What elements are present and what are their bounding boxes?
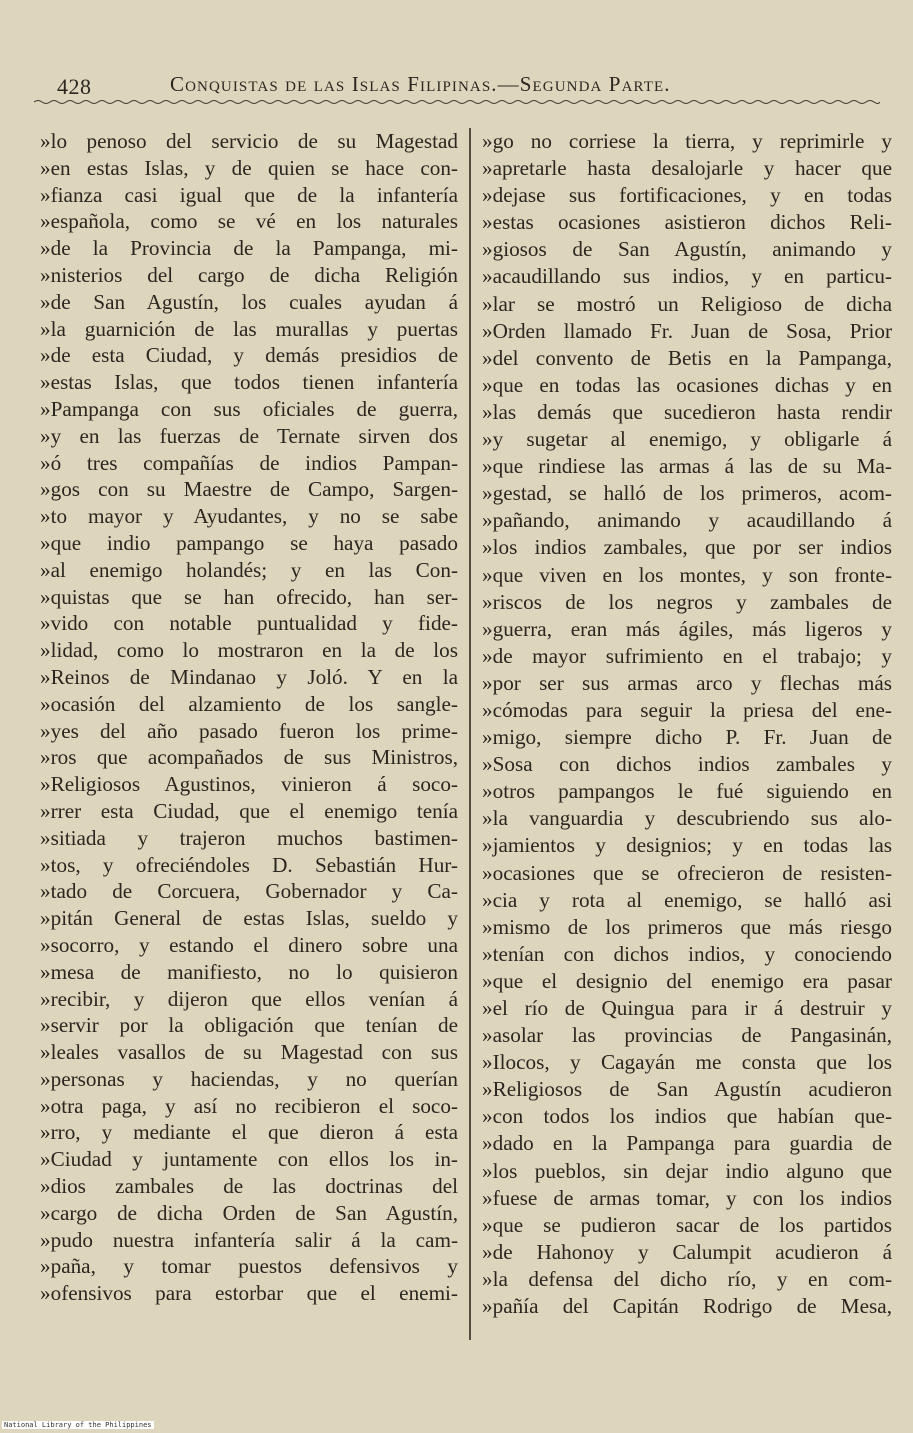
text-line: »de San Agustín, los cuales ayudan á [40, 289, 458, 314]
text-line: »tos, y ofreciéndoles D. Sebastián Hur- [40, 852, 458, 877]
text-line: »al enemigo holandés; y en las Con- [40, 557, 458, 582]
text-line: »Reinos de Mindanao y Joló. Y en la [40, 664, 458, 689]
text-line: »la defensa del dicho río, y en com- [482, 1266, 892, 1291]
text-line: »con todos los indios que habían que- [482, 1104, 892, 1129]
text-line: »nisterios del cargo de dicha Religión [40, 262, 458, 287]
text-line: »lar se mostró un Religioso de dicha [482, 291, 892, 316]
text-line: »asolar las provincias de Pangasinán, [482, 1023, 892, 1048]
text-line: »que en todas las ocasiones dichas y en [482, 372, 892, 397]
text-line: »Pampanga con sus oficiales de guerra, [40, 396, 458, 421]
text-line: »paña, y tomar puestos defensivos y [40, 1254, 458, 1279]
text-line: »yes del año pasado fueron los prime- [40, 718, 458, 743]
running-title: Conquistas de las Islas Filipinas.—Segunda Parte. [170, 72, 671, 96]
text-line: »rrer esta Ciudad, que el enemigo tenía [40, 798, 458, 823]
text-line: »Religiosos Agustinos, vinieron á soco- [40, 772, 458, 797]
text-line: »ó tres compañías de indios Pampan- [40, 450, 458, 475]
text-line: »Religiosos de San Agustín acudieron [482, 1077, 892, 1102]
text-line: »de Hahonoy y Calumpit acudieron á [482, 1239, 892, 1264]
text-line: »cargo de dicha Orden de San Agustín, [40, 1200, 458, 1225]
text-line: »lidad, como lo mostraron en la de los [40, 638, 458, 663]
text-line: »acaudillando sus indios, y en particu- [482, 264, 892, 289]
text-line: »lo penoso del servicio de su Magestad [40, 129, 458, 153]
text-line: »mismo de los primeros que más riesgo [482, 914, 892, 939]
text-line: »los pueblos, sin dejar indio alguno que [482, 1158, 892, 1183]
text-line: »ocasiones que se ofrecieron de resisten- [482, 860, 892, 885]
text-line: »de mayor sufrimiento en el trabajo; y [482, 643, 892, 668]
text-line: »apretarle hasta desalojarle y hacer que [482, 156, 892, 181]
text-line: »pitán General de estas Islas, sueldo y [40, 906, 458, 931]
text-line: »mesa de manifiesto, no lo quisieron [40, 959, 458, 984]
text-line: »Ciudad y juntamente con ellos los in- [40, 1147, 458, 1172]
text-line: »y en las fuerzas de Ternate sirven dos [40, 423, 458, 448]
page-header [52, 62, 882, 102]
text-line: »otros pampangos le fué siguiendo en [482, 779, 892, 804]
text-line: »guerra, eran más ágiles, más ligeros y [482, 616, 892, 641]
text-line: »de la Provincia de la Pampanga, mi- [40, 236, 458, 261]
text-line: »dado en la Pampanga para guardia de [482, 1131, 892, 1156]
header-ornamental-rule [34, 99, 880, 105]
text-line: »ros que acompañados de sus Ministros, [40, 745, 458, 770]
text-line: »sitiada y trajeron muchos bastimen- [40, 825, 458, 850]
text-line: »estas Islas, que todos tienen infantería [40, 370, 458, 395]
text-line: »recibir, y dijeron que ellos venían á [40, 986, 458, 1011]
text-line: »pudo nuestra infantería salir á la cam- [40, 1227, 458, 1252]
text-line: »servir por la obligación que tenían de [40, 1013, 458, 1038]
text-line: »giosos de San Agustín, animando y [482, 237, 892, 262]
text-line: »gos con su Maestre de Campo, Sargen- [40, 477, 458, 502]
text-line: »ocasión del alzamiento de los sangle- [40, 691, 458, 716]
text-line: »dejase sus fortificaciones, y en todas [482, 183, 892, 208]
text-line: »leales vasallos de su Magestad con sus [40, 1040, 458, 1065]
text-line: »vido con notable puntualidad y fide- [40, 611, 458, 636]
text-line: »en estas Islas, y de quien se hace con- [40, 155, 458, 180]
text-line: »que se pudieron sacar de los partidos [482, 1212, 892, 1237]
text-line: »Orden llamado Fr. Juan de Sosa, Prior [482, 318, 892, 343]
text-line: »que rindiese las armas á las de su Ma- [482, 454, 892, 479]
text-line: »otra paga, y así no recibieron el soco- [40, 1093, 458, 1118]
text-line: »riscos de los negros y zambales de [482, 589, 892, 614]
text-line: »migo, siempre dicho P. Fr. Juan de [482, 725, 892, 750]
text-line: »socorro, y estando el dinero sobre una [40, 932, 458, 957]
text-line: »tado de Corcuera, Gobernador y Ca- [40, 879, 458, 904]
right-text-column [482, 128, 892, 1320]
left-text-column [40, 128, 458, 1307]
text-line: »go no corriese la tierra, y reprimirle y [482, 129, 892, 153]
text-line: »las demás que sucedieron hasta rendir [482, 399, 892, 424]
text-line: »fuese de armas tomar, y con los indios [482, 1185, 892, 1210]
text-line: »gestad, se halló de los primeros, acom- [482, 481, 892, 506]
text-line: »el río de Quingua para ir á destruir y [482, 996, 892, 1020]
text-line: »la guarnición de las murallas y puertas [40, 316, 458, 341]
text-line: »jamientos y designios; y en todas las [482, 833, 892, 858]
footer-credit: National Library of the Philippines [4, 1421, 152, 1429]
text-line: »ofensivos para estorbar que el enemi- [40, 1281, 458, 1306]
text-line: »del convento de Betis en la Pampanga, [482, 345, 892, 370]
text-line: »dios zambales de las doctrinas del [40, 1174, 458, 1199]
text-line: »que viven en los montes, y son fronte- [482, 562, 892, 587]
page-number: 428 [57, 74, 92, 99]
text-line: »por ser sus armas arco y flechas más [482, 670, 892, 695]
text-line: »fianza casi igual que de la infantería [40, 182, 458, 207]
text-line: »personas y haciendas, y no querían [40, 1066, 458, 1091]
text-line: »estas ocasiones asistieron dichos Reli- [482, 210, 892, 235]
text-line: »Ilocos, y Cagayán me consta que los [482, 1050, 892, 1075]
text-line: »española, como se vé en los naturales [40, 209, 458, 234]
text-line: »Sosa con dichos indios zambales y [482, 752, 892, 777]
text-line: »quistas que se han ofrecido, han ser- [40, 584, 458, 609]
text-line: »cia y rota al enemigo, se halló asi [482, 887, 892, 912]
text-line: »que indio pampango se haya pasado [40, 530, 458, 555]
text-line: »pañía del Capitán Rodrigo de Mesa, [482, 1294, 892, 1319]
text-line: »to mayor y Ayudantes, y no se sabe [40, 504, 458, 529]
text-line: »cómodas para seguir la priesa del ene- [482, 697, 892, 722]
text-line: »rro, y mediante el que dieron á esta [40, 1120, 458, 1145]
text-line: »de esta Ciudad, y demás presidios de [40, 343, 458, 368]
text-line: »pañando, animando y acaudillando á [482, 508, 892, 533]
text-line: »tenían con dichos indios, y conociendo [482, 941, 892, 966]
text-line: »la vanguardia y descubriendo sus alo- [482, 806, 892, 831]
text-line: »los indios zambales, que por ser indios [482, 535, 892, 560]
text-line: »y sugetar al enemigo, y obligarle á [482, 427, 892, 452]
text-line: »que el designio del enemigo era pasar [482, 968, 892, 993]
column-divider [469, 128, 471, 1340]
